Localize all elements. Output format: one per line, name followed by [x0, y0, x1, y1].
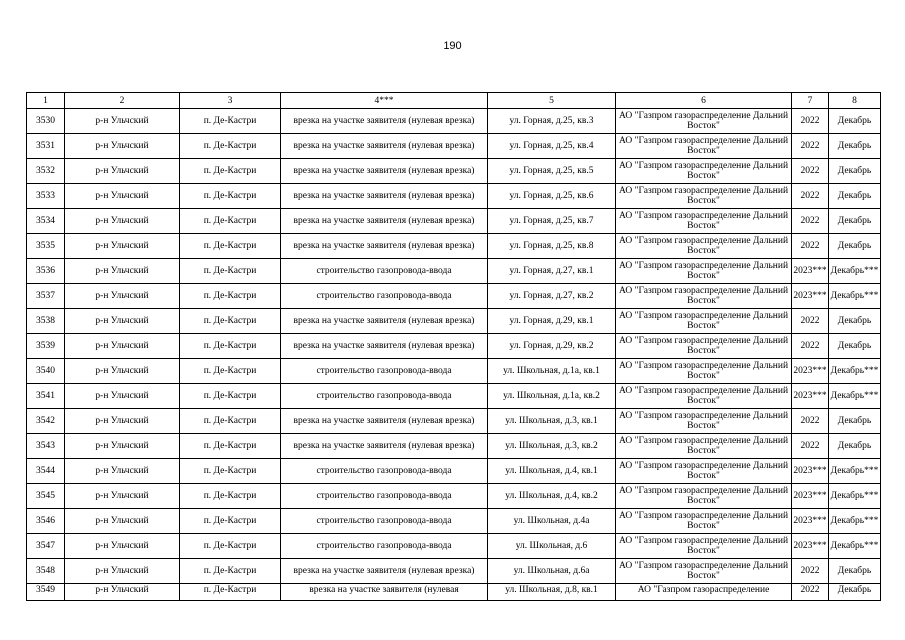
table-row: [27, 484, 881, 509]
settlement-cell: п. Де-Кастри: [180, 534, 281, 559]
organization-cell: АО "Газпром газораспределение Дальний Восток": [616, 259, 792, 284]
month-cell: Декабрь***: [829, 459, 881, 484]
month-cell: Декабрь: [829, 234, 881, 259]
month-cell: Декабрь: [829, 109, 881, 134]
district-cell: р-н Ульчский: [65, 459, 180, 484]
table-header-row: [27, 93, 881, 109]
settlement-cell: п. Де-Кастри: [180, 384, 281, 409]
month-cell: Декабрь: [829, 309, 881, 334]
settlement-cell: п. Де-Кастри: [180, 184, 281, 209]
year-cell: 2022: [792, 434, 829, 459]
month-cell: Декабрь: [829, 559, 881, 584]
organization-cell: АО "Газпром газораспределение Дальний Восток": [616, 559, 792, 584]
organization-cell: АО "Газпром газораспределение Дальний Восток": [616, 409, 792, 434]
table-row: [27, 259, 881, 284]
column-header: 4***: [281, 93, 488, 109]
district-cell: р-н Ульчский: [65, 434, 180, 459]
settlement-cell: п. Де-Кастри: [180, 284, 281, 309]
organization-cell: АО "Газпром газораспределение Дальний Восток": [616, 209, 792, 234]
organization-cell: АО "Газпром газораспределение Дальний Восток": [616, 509, 792, 534]
address-cell: ул. Школьная, д.3, кв.2: [488, 434, 616, 459]
work-type-cell: врезка на участке заявителя (нулевая врезка): [281, 434, 488, 459]
work-type-cell: строительство газопровода-ввода: [281, 534, 488, 559]
address-cell: ул. Школьная, д.1а, кв.1: [488, 359, 616, 384]
column-header: 7: [792, 93, 829, 109]
column-header: 5: [488, 93, 616, 109]
organization-cell: АО "Газпром газораспределение Дальний Восток": [616, 184, 792, 209]
organization-cell: АО "Газпром газораспределение Дальний Восток": [616, 134, 792, 159]
year-cell: 2023***: [792, 359, 829, 384]
month-cell: Декабрь: [829, 434, 881, 459]
page-number: 190: [443, 40, 462, 52]
district-cell: р-н Ульчский: [65, 159, 180, 184]
table-row: [27, 509, 881, 534]
work-type-cell: врезка на участке заявителя (нулевая врезка): [281, 559, 488, 584]
row-number-cell: 3537: [27, 284, 65, 309]
year-cell: 2023***: [792, 259, 829, 284]
row-number-cell: 3538: [27, 309, 65, 334]
address-cell: ул. Школьная, д.1а, кв.2: [488, 384, 616, 409]
row-number-cell: 3544: [27, 459, 65, 484]
district-cell: р-н Ульчский: [65, 384, 180, 409]
table-row: [27, 459, 881, 484]
year-cell: 2022: [792, 209, 829, 234]
organization-cell: АО "Газпром газораспределение Дальний Восток": [616, 309, 792, 334]
district-cell: р-н Ульчский: [65, 309, 180, 334]
table-row: [27, 284, 881, 309]
row-number-cell: 3549: [27, 584, 65, 601]
month-cell: Декабрь***: [829, 484, 881, 509]
table-row: [27, 334, 881, 359]
row-number-cell: 3546: [27, 509, 65, 534]
district-cell: р-н Ульчский: [65, 234, 180, 259]
row-number-cell: 3539: [27, 334, 65, 359]
month-cell: Декабрь: [829, 209, 881, 234]
year-cell: 2022: [792, 309, 829, 334]
column-header: 8: [829, 93, 881, 109]
month-cell: Декабрь***: [829, 534, 881, 559]
address-cell: ул. Школьная, д.3, кв.1: [488, 409, 616, 434]
district-cell: р-н Ульчский: [65, 509, 180, 534]
year-cell: 2022: [792, 584, 829, 601]
address-cell: ул. Школьная, д.4а: [488, 509, 616, 534]
table-row: [27, 109, 881, 134]
organization-cell: АО "Газпром газораспределение Дальний Восток": [616, 384, 792, 409]
work-type-cell: врезка на участке заявителя (нулевая врезка): [281, 159, 488, 184]
table-row: [27, 384, 881, 409]
organization-cell: АО "Газпром газораспределение Дальний Восток": [616, 159, 792, 184]
year-cell: 2022: [792, 409, 829, 434]
table-row: [27, 134, 881, 159]
work-type-cell: врезка на участке заявителя (нулевая врезка): [281, 309, 488, 334]
work-type-cell: врезка на участке заявителя (нулевая врезка): [281, 334, 488, 359]
work-type-cell: врезка на участке заявителя (нулевая: [281, 584, 488, 601]
month-cell: Декабрь***: [829, 509, 881, 534]
work-type-cell: строительство газопровода-ввода: [281, 459, 488, 484]
month-cell: Декабрь: [829, 584, 881, 601]
settlement-cell: п. Де-Кастри: [180, 434, 281, 459]
work-type-cell: врезка на участке заявителя (нулевая врезка): [281, 234, 488, 259]
row-number-cell: 3536: [27, 259, 65, 284]
month-cell: Декабрь***: [829, 259, 881, 284]
address-cell: ул. Горная, д.25, кв.8: [488, 234, 616, 259]
organization-cell: АО "Газпром газораспределение Дальний Восток": [616, 334, 792, 359]
address-cell: ул. Горная, д.27, кв.1: [488, 259, 616, 284]
settlement-cell: п. Де-Кастри: [180, 509, 281, 534]
month-cell: Декабрь***: [829, 284, 881, 309]
organization-cell: АО "Газпром газораспределение Дальний Восток": [616, 484, 792, 509]
district-cell: р-н Ульчский: [65, 259, 180, 284]
organization-cell: АО "Газпром газораспределение Дальний Восток": [616, 459, 792, 484]
row-number-cell: 3548: [27, 559, 65, 584]
row-number-cell: 3534: [27, 209, 65, 234]
data-table: [26, 92, 881, 601]
work-type-cell: врезка на участке заявителя (нулевая врезка): [281, 209, 488, 234]
district-cell: р-н Ульчский: [65, 559, 180, 584]
year-cell: 2022: [792, 234, 829, 259]
row-number-cell: 3532: [27, 159, 65, 184]
year-cell: 2022: [792, 159, 829, 184]
district-cell: р-н Ульчский: [65, 334, 180, 359]
work-type-cell: строительство газопровода-ввода: [281, 284, 488, 309]
month-cell: Декабрь: [829, 134, 881, 159]
table-body: [27, 93, 881, 601]
settlement-cell: п. Де-Кастри: [180, 409, 281, 434]
organization-cell: АО "Газпром газораспределение: [616, 584, 792, 601]
month-cell: Декабрь***: [829, 359, 881, 384]
year-cell: 2022: [792, 334, 829, 359]
table-row: [27, 584, 881, 601]
month-cell: Декабрь: [829, 409, 881, 434]
column-header: 2: [65, 93, 180, 109]
year-cell: 2022: [792, 559, 829, 584]
column-header: 6: [616, 93, 792, 109]
row-number-cell: 3541: [27, 384, 65, 409]
settlement-cell: п. Де-Кастри: [180, 159, 281, 184]
table-row: [27, 534, 881, 559]
table-row: [27, 184, 881, 209]
row-number-cell: 3545: [27, 484, 65, 509]
address-cell: ул. Горная, д.29, кв.2: [488, 334, 616, 359]
settlement-cell: п. Де-Кастри: [180, 584, 281, 601]
table-row: [27, 409, 881, 434]
settlement-cell: п. Де-Кастри: [180, 359, 281, 384]
month-cell: Декабрь: [829, 334, 881, 359]
district-cell: р-н Ульчский: [65, 109, 180, 134]
settlement-cell: п. Де-Кастри: [180, 259, 281, 284]
district-cell: р-н Ульчский: [65, 534, 180, 559]
year-cell: 2023***: [792, 534, 829, 559]
settlement-cell: п. Де-Кастри: [180, 134, 281, 159]
column-header: 1: [27, 93, 65, 109]
organization-cell: АО "Газпром газораспределение Дальний Восток": [616, 534, 792, 559]
table-row: [27, 309, 881, 334]
district-cell: р-н Ульчский: [65, 484, 180, 509]
table-row: [27, 559, 881, 584]
address-cell: ул. Горная, д.25, кв.6: [488, 184, 616, 209]
settlement-cell: п. Де-Кастри: [180, 484, 281, 509]
work-type-cell: строительство газопровода-ввода: [281, 359, 488, 384]
column-header: 3: [180, 93, 281, 109]
table-row: [27, 209, 881, 234]
address-cell: ул. Школьная, д.6: [488, 534, 616, 559]
address-cell: ул. Школьная, д.4, кв.1: [488, 459, 616, 484]
settlement-cell: п. Де-Кастри: [180, 209, 281, 234]
organization-cell: АО "Газпром газораспределение Дальний Восток": [616, 234, 792, 259]
settlement-cell: п. Де-Кастри: [180, 559, 281, 584]
work-type-cell: строительство газопровода-ввода: [281, 259, 488, 284]
year-cell: 2022: [792, 184, 829, 209]
year-cell: 2022: [792, 109, 829, 134]
address-cell: ул. Горная, д.29, кв.1: [488, 309, 616, 334]
address-cell: ул. Горная, д.25, кв.3: [488, 109, 616, 134]
row-number-cell: 3543: [27, 434, 65, 459]
year-cell: 2023***: [792, 284, 829, 309]
row-number-cell: 3540: [27, 359, 65, 384]
address-cell: ул. Горная, д.25, кв.4: [488, 134, 616, 159]
work-type-cell: строительство газопровода-ввода: [281, 384, 488, 409]
year-cell: 2023***: [792, 509, 829, 534]
district-cell: р-н Ульчский: [65, 209, 180, 234]
settlement-cell: п. Де-Кастри: [180, 309, 281, 334]
address-cell: ул. Горная, д.25, кв.7: [488, 209, 616, 234]
table-row: [27, 234, 881, 259]
table-row: [27, 159, 881, 184]
organization-cell: АО "Газпром газораспределение Дальний Восток": [616, 434, 792, 459]
organization-cell: АО "Газпром газораспределение Дальний Восток": [616, 359, 792, 384]
district-cell: р-н Ульчский: [65, 409, 180, 434]
row-number-cell: 3533: [27, 184, 65, 209]
work-type-cell: врезка на участке заявителя (нулевая врезка): [281, 409, 488, 434]
row-number-cell: 3542: [27, 409, 65, 434]
row-number-cell: 3547: [27, 534, 65, 559]
address-cell: ул. Школьная, д.4, кв.2: [488, 484, 616, 509]
work-type-cell: строительство газопровода-ввода: [281, 484, 488, 509]
year-cell: 2023***: [792, 384, 829, 409]
month-cell: Декабрь: [829, 159, 881, 184]
year-cell: 2023***: [792, 484, 829, 509]
district-cell: р-н Ульчский: [65, 284, 180, 309]
address-cell: ул. Школьная, д.8, кв.1: [488, 584, 616, 601]
month-cell: Декабрь: [829, 184, 881, 209]
table-row: [27, 359, 881, 384]
row-number-cell: 3531: [27, 134, 65, 159]
table-row: [27, 434, 881, 459]
work-type-cell: врезка на участке заявителя (нулевая врезка): [281, 109, 488, 134]
work-type-cell: строительство газопровода-ввода: [281, 509, 488, 534]
district-cell: р-н Ульчский: [65, 584, 180, 601]
year-cell: 2023***: [792, 459, 829, 484]
work-type-cell: врезка на участке заявителя (нулевая врезка): [281, 134, 488, 159]
address-cell: ул. Горная, д.27, кв.2: [488, 284, 616, 309]
year-cell: 2022: [792, 134, 829, 159]
district-cell: р-н Ульчский: [65, 359, 180, 384]
row-number-cell: 3535: [27, 234, 65, 259]
address-cell: ул. Школьная, д.6а: [488, 559, 616, 584]
settlement-cell: п. Де-Кастри: [180, 459, 281, 484]
organization-cell: АО "Газпром газораспределение Дальний Восток": [616, 109, 792, 134]
district-cell: р-н Ульчский: [65, 134, 180, 159]
month-cell: Декабрь***: [829, 384, 881, 409]
row-number-cell: 3530: [27, 109, 65, 134]
settlement-cell: п. Де-Кастри: [180, 234, 281, 259]
address-cell: ул. Горная, д.25, кв.5: [488, 159, 616, 184]
organization-cell: АО "Газпром газораспределение Дальний Восток": [616, 284, 792, 309]
settlement-cell: п. Де-Кастри: [180, 334, 281, 359]
work-type-cell: врезка на участке заявителя (нулевая врезка): [281, 184, 488, 209]
settlement-cell: п. Де-Кастри: [180, 109, 281, 134]
district-cell: р-н Ульчский: [65, 184, 180, 209]
